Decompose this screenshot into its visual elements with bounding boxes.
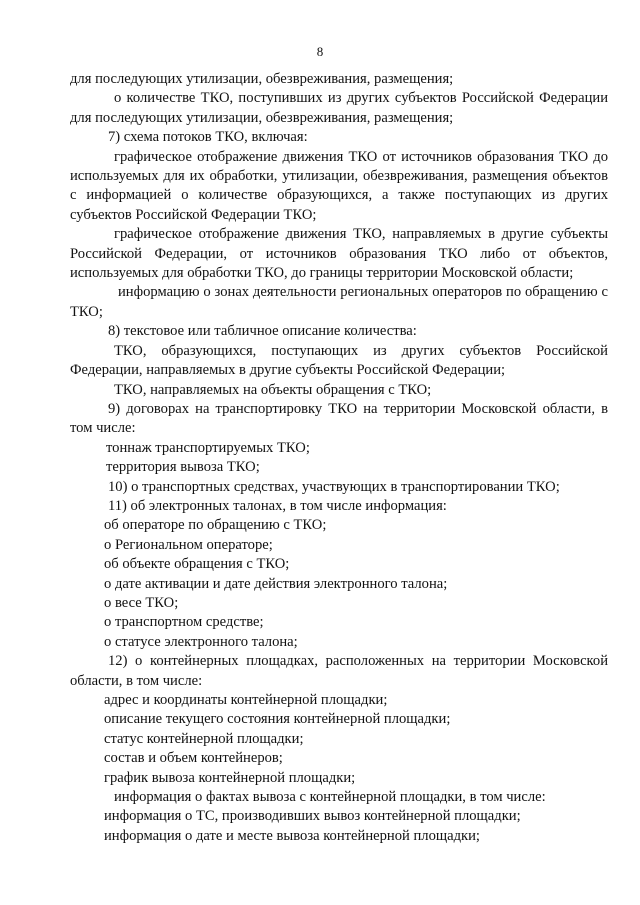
sub-item: о дате активации и дате действия электронного талона;: [104, 575, 448, 592]
sub-item: информация о ТС, производивших вывоз контейнерной площадки;: [104, 808, 521, 825]
document-body: [70, 70, 608, 846]
page-number: 8: [316, 44, 324, 59]
sub-item: о весе ТКО;: [104, 594, 179, 611]
paragraph-line: ТКО, направляемых на объекты обращения с ТКО;: [114, 381, 432, 398]
paragraph-line: графическое отображение движения ТКО, направляемых в другие субъекты Российской Федерации, от источников образования ТКО либо от объектов, используемых для обработки ТКО, до границы территории Московской области;: [70, 226, 608, 282]
list-item-9: 9) договорах на транспортировку ТКО на территории Московской области, в том числе:: [70, 400, 608, 437]
sub-item: об объекте обращения с ТКО;: [104, 556, 290, 573]
sub-item: об операторе по обращению с ТКО;: [104, 517, 327, 534]
paragraph-line: ТКО, образующихся, поступающих из других субъектов Российской Федерации, направляемых в другие субъекты Российской Федерации;: [70, 342, 608, 379]
list-item-12: 12) о контейнерных площадках, расположенных на территории Московской области, в том числе:: [70, 653, 608, 689]
sub-item: адрес и координаты контейнерной площадки;: [104, 692, 388, 708]
paragraph-line: для последующих утилизации, обезвреживания, размещения;: [70, 71, 454, 87]
list-item-10: 10) о транспортных средствах, участвующих в транспортировании ТКО;: [108, 478, 560, 495]
sub-item: статус контейнерной площадки;: [104, 730, 304, 747]
sub-item: описание текущего состояния контейнерной площадки;: [104, 711, 451, 728]
paragraph-line: о количестве ТКО, поступивших из других субъектов Российской Федерации для последующих утилизации, обезвреживания, размещения;: [70, 90, 608, 126]
paragraph-line: информация о фактах вывоза с контейнерной площадки, в том числе:: [114, 789, 546, 806]
paragraph-line: информацию о зонах деятельности региональных операторов по обращению с ТКО;: [70, 284, 608, 320]
sub-item: о транспортном средстве;: [104, 614, 264, 631]
sub-item: информация о дате и месте вывоза контейнерной площадки;: [104, 827, 480, 844]
sub-item: график вывоза контейнерной площадки;: [104, 769, 356, 786]
list-item-8: 8) текстовое или табличное описание количества:: [108, 323, 417, 340]
sub-item: о Региональном операторе;: [104, 536, 273, 553]
list-item-7: 7) схема потоков ТКО, включая:: [108, 129, 308, 146]
sub-item: территория вывоза ТКО;: [106, 459, 260, 476]
sub-item: тоннаж транспортируемых ТКО;: [106, 439, 310, 456]
list-item-11: 11) об электронных талонах, в том числе информация:: [108, 497, 447, 514]
sub-item: состав и объем контейнеров;: [104, 750, 283, 767]
paragraph-line: графическое отображение движения ТКО от источников образования ТКО до используемых для их обработки, утилизации, обезвреживания, размещения объектов с информацией о количестве образующихся, а также поступающих из других субъектов Российской Федерации ТКО;: [70, 148, 608, 223]
sub-item: о статусе электронного талона;: [104, 633, 298, 650]
